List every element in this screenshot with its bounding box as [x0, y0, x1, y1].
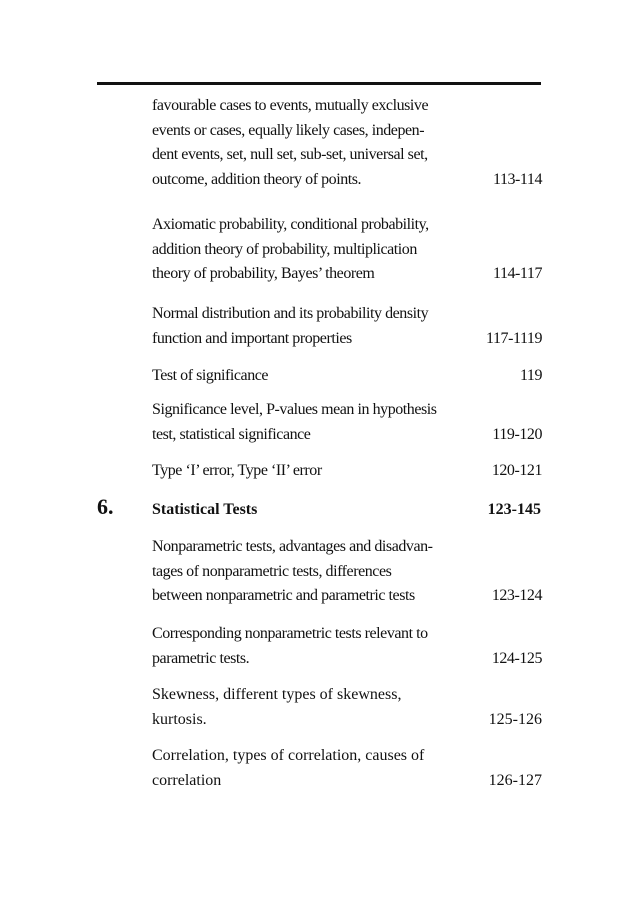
toc-entry-probability-basics	[152, 94, 542, 192]
entry-text-line: Test of significance	[152, 367, 269, 384]
entry-text-line: outcome, addition theory of points.	[152, 170, 362, 188]
entry-page-number: 124-125	[491, 649, 542, 667]
top-rule	[97, 82, 541, 85]
entry-page-number: 119-120	[492, 425, 542, 443]
toc-entry-type-errors	[152, 459, 542, 484]
entry-text-line: Axiomatic probability, conditional probability,	[152, 216, 429, 233]
entry-text-line: dent events, set, null set, sub-set, universal set,	[152, 146, 428, 163]
entry-text-line: Skewness, different types of skewness,	[152, 686, 402, 703]
chapter-page-range: 123-145	[487, 501, 541, 518]
entry-text-line: function and important properties	[152, 329, 352, 347]
entry-page-number: 123-124	[491, 587, 542, 604]
toc-entry-test-of-significance	[152, 364, 542, 389]
entry-text-line: Nonparametric tests, advantages and disadvan-	[152, 538, 433, 555]
entry-text-line: parametric tests.	[152, 649, 250, 667]
chapter-title: Statistical Tests	[152, 501, 258, 518]
entry-page-number: 125-126	[488, 710, 542, 728]
entry-text-line: between nonparametric and parametric tests	[152, 587, 415, 604]
entry-text-line: test, statistical significance	[152, 425, 311, 443]
entry-text-line: Correlation, types of correlation, causes of	[152, 747, 425, 764]
entry-text-line: theory of probability, Bayes’ theorem	[152, 265, 375, 282]
entry-page-number: 113-114	[493, 170, 542, 188]
entry-page-number: 120-121	[491, 462, 542, 479]
entry-text-line: events or cases, equally likely cases, indepen-	[152, 121, 425, 139]
entry-text-line: addition theory of probability, multiplication	[152, 240, 417, 258]
toc-entry-correlation	[152, 744, 542, 793]
entry-page-number: 119	[519, 367, 542, 384]
entry-text-line: Significance level, P-values mean in hypothesis	[152, 401, 437, 418]
entry-text-line: tages of nonparametric tests, differences	[152, 562, 392, 580]
entry-page-number: 126-127	[488, 771, 542, 789]
toc-entry-significance-level	[152, 398, 542, 447]
chapter-number: 6.	[97, 494, 114, 519]
toc-entry-axiomatic-probability	[152, 213, 542, 287]
toc-entry-nonparametric-tests	[152, 535, 542, 609]
entry-text-line: correlation	[152, 771, 222, 789]
entry-page-number: 114-117	[493, 265, 542, 282]
entry-text-line: Corresponding nonparametric tests relevant to	[152, 625, 428, 642]
toc-entry-skewness	[152, 683, 542, 732]
entry-text-line: kurtosis.	[152, 710, 207, 728]
entry-text-line: favourable cases to events, mutually exclusive	[152, 97, 429, 114]
chapter-heading	[97, 494, 541, 525]
entry-page-number: 117-1119	[486, 329, 542, 347]
toc-entry-normal-distribution	[152, 302, 542, 351]
entry-text-line: Normal distribution and its probability density	[152, 305, 429, 322]
toc-entry-corresponding-tests	[152, 622, 542, 671]
entry-text-line: Type ‘I’ error, Type ‘II’ error	[152, 462, 322, 479]
